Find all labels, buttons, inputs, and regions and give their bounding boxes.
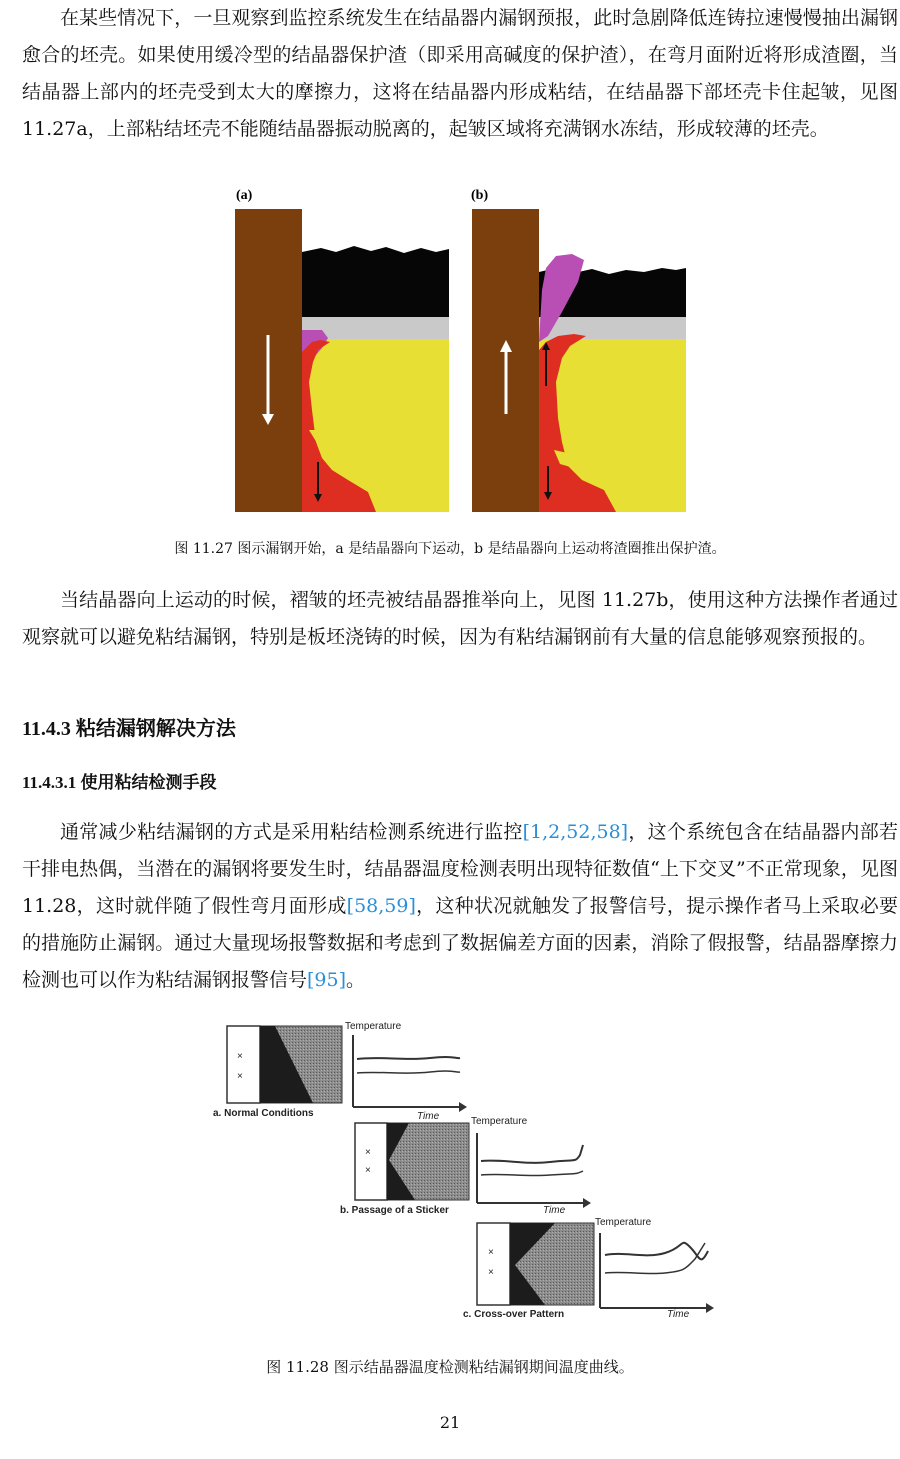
section-heading: 11.4.3 粘结漏钢解决方法 (22, 718, 236, 740)
paragraph-text-4: 。 (346, 969, 366, 991)
paragraph-text-2: ，这个系统包含在结晶器内部若干排电热偶，当潜在的漏钢将要发生时，结晶器温度检测表明出现特征数值“上下交叉”不正常现象，见图 11.28，这时就伴随了假性弯月面形成 (22, 821, 898, 917)
panel-b-diagram (472, 209, 686, 512)
page-number: 21 (439, 1413, 461, 1432)
panel-a-time-label: Time (417, 1111, 440, 1122)
paragraph-detection (22, 814, 898, 999)
panel-b-time-label: Time (543, 1205, 566, 1216)
slag-layer-a (302, 246, 449, 317)
panel-a-label: (a) (236, 188, 253, 203)
citation-link-2[interactable]: [58,59] (346, 895, 416, 917)
thermocouple-marker-b1: × (365, 1147, 371, 1158)
paragraph-intro: 在某些情况下，一旦观察到监控系统发生在结晶器内漏钢预报，此时急剧降低连铸拉速慢慢抽出漏钢愈合的坯壳。如果使用缓冷型的结晶器保护渣（即采用高碱度的保护渣），在弯月面附近将形成渣圈，当结晶器上部内的坯壳受到太大的摩擦力，这将在结晶器内形成粘结，在结晶器下部坯壳卡住起皱，见图 11.27a，上部粘结坯壳不能随结晶器振动脱离的，起皱区域将充满钢水冻结，形成较薄的坯壳。 (22, 7, 898, 140)
panel-a-diagram (235, 209, 449, 512)
figure-11-27-caption: 图 11.27 图示漏钢开始，a 是结晶器向下运动，b 是结晶器向上运动将渣圈推出保护渣。 (174, 541, 726, 557)
panel-a-caption: a. Normal Conditions (213, 1108, 314, 1119)
thermocouple-marker-a1: × (237, 1051, 243, 1062)
panel-c-crossover (463, 1217, 714, 1320)
paragraph-text-1: 通常减少粘结漏钢的方式是采用粘结检测系统进行监控 (60, 821, 523, 843)
panel-a-normal (213, 1021, 467, 1122)
paragraph-text-3: ，这种状况就触发了报警信号，提示操作者马上采取必要的措施防止漏钢。通过大量现场报警数据和考虑到了数据偏差方面的因素，消除了假报警，结晶器摩擦力检测也可以作为粘结漏钢报警信号 (22, 895, 898, 991)
thermocouple-marker-b2: × (365, 1165, 371, 1176)
panel-b-caption: b. Passage of a Sticker (340, 1205, 449, 1216)
panel-c-time-label: Time (667, 1309, 690, 1320)
panel-c-caption: c. Cross-over Pattern (463, 1309, 565, 1320)
figure-11-28 (205, 1015, 725, 1327)
paragraph-mold-upward: 当结晶器向上运动的时候，褶皱的坯壳被结晶器推举向上，见图 11.27b，使用这种方法操作者通过观察就可以避免粘结漏钢，特别是板坯浇铸的时候，因为有粘结漏钢前有大量的信息能够观察预报的。 (22, 589, 898, 648)
thermocouple-marker-c1: × (488, 1247, 494, 1258)
panel-b-sticker (340, 1116, 591, 1216)
thermocouple-marker-c2: × (488, 1267, 494, 1278)
thermocouple-marker-a2: × (237, 1071, 243, 1082)
figure-11-27 (226, 180, 692, 516)
panel-b-label: (b) (471, 188, 489, 203)
citation-link-1[interactable]: [1,2,52,58] (522, 821, 629, 843)
panel-b-temperature-label: Temperature (471, 1116, 528, 1127)
panel-a-temperature-label: Temperature (345, 1021, 402, 1032)
subsection-heading: 11.4.3.1 使用粘结检测手段 (22, 773, 217, 792)
figure-11-28-caption: 图 11.28 图示结晶器温度检测粘结漏钢期间温度曲线。 (266, 1358, 634, 1376)
citation-link-3[interactable]: [95] (307, 969, 347, 991)
panel-c-temperature-label: Temperature (595, 1217, 652, 1228)
